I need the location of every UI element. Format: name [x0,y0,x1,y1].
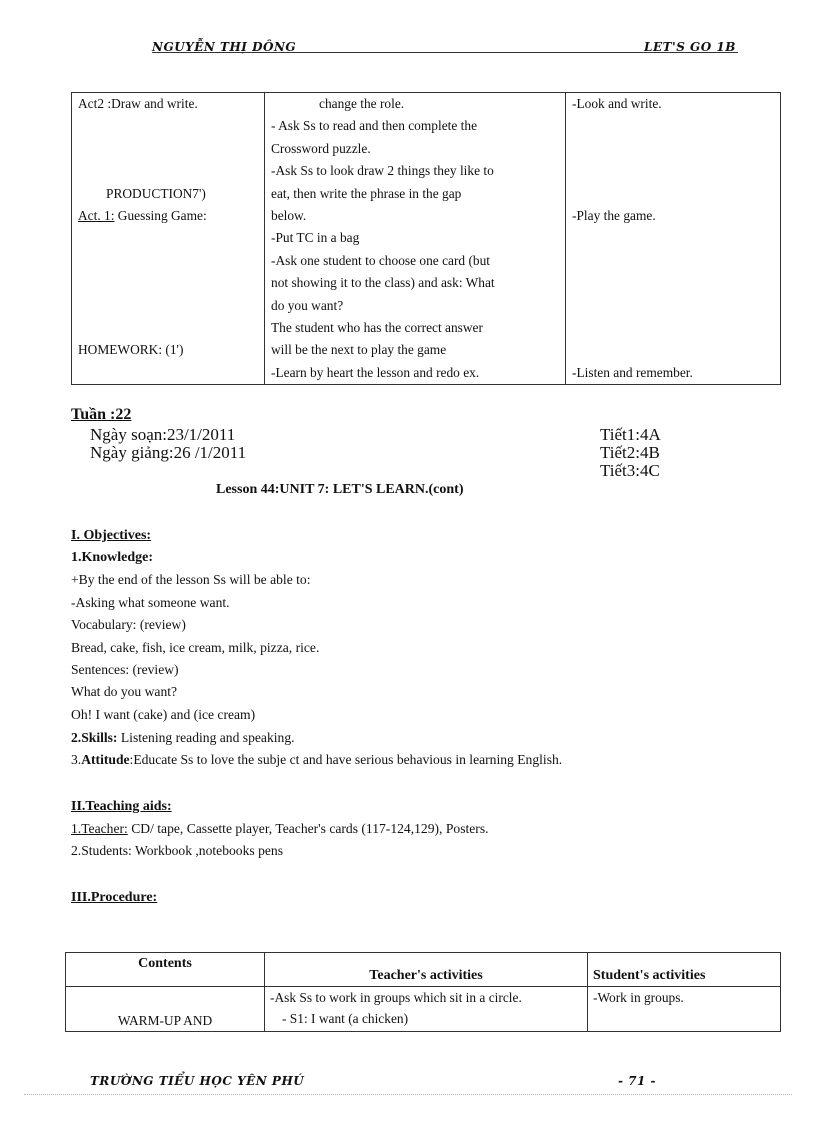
table-header-row [66,953,781,987]
lesson-title: Lesson 44:UNIT 7: LET'S LEARN.(cont) [216,482,464,497]
stage-label: PRODUCTION7') [106,185,206,201]
aids-heading: II.Teaching aids: [71,799,172,814]
period-label: Tiết1:4A [600,425,661,444]
objective-line: -Asking what someone want. [71,595,230,610]
footer-school: TRƯỜNG TIỂU HỌC YÊN PHÚ [90,1074,305,1088]
footer-rule [24,1094,792,1095]
attitude-line: 3.Attitude:Educate Ss to love the subje ct and have serious behavious in learning English. [71,752,563,767]
teacher-activity-line: below. [271,208,307,224]
student-activity-line: -Play the game. [572,208,656,224]
teach-date: Ngày giảng:26 /1/2011 [90,443,247,462]
column-header: Student's activities [588,953,781,987]
objectives-heading: I. Objectives: [71,528,152,543]
page-number: - 71 - [618,1074,657,1088]
objective-line: Sentences: (review) [71,662,179,677]
stage-label: HOMEWORK: (1') [78,342,184,358]
teacher-activity-line: -Ask one student to choose one card (but [271,252,491,268]
header-book-title: LET'S GO 1B [644,40,736,54]
skills-line: 2.Skills: Listening reading and speaking. [71,730,295,745]
teacher-activity-line: -Put TC in a bag [271,230,360,246]
objective-line: Bread, cake, fish, ice cream, milk, pizza, rice. [71,640,320,655]
activity-label: Act2 :Draw and write. [78,96,198,111]
teacher-activity-line: do you want? [271,297,344,313]
period-label: Tiết2:4B [600,443,660,462]
teacher-activity-line: eat, then write the phrase in the gap [271,185,462,201]
procedure-table [65,952,781,1032]
stage-label: WARM-UP AND [66,987,265,1032]
knowledge-heading: 1.Knowledge: [71,550,154,565]
procedure-heading: III.Procedure: [71,890,158,905]
objective-line: What do you want? [71,684,178,699]
header-rule [152,52,738,53]
activity-label: Act. 1: [78,208,115,224]
teacher-activity-line: -Ask Ss to work in groups which sit in a circle. [270,990,522,1005]
teacher-activity-line: change the role. [319,96,405,111]
student-activity-line: -Work in groups. [588,987,781,1032]
teacher-activity-line: -Ask Ss to look draw 2 things they like to [271,163,494,179]
column-header: Contents [66,953,265,987]
period-label: Tiết3:4C [600,461,660,480]
student-activity-line: -Look and write. [572,96,662,111]
teacher-activity-line: -Learn by heart the lesson and redo ex. [271,364,480,380]
student-aids-line: 2.Students: Workbook ,notebooks pens [71,843,283,858]
teacher-activity-line: not showing it to the class) and ask: What [271,275,495,291]
prep-date: Ngày soạn:23/1/2011 [90,425,236,444]
objective-line: Oh! I want (cake) and (ice cream) [71,707,256,722]
teacher-aids-line: 1.Teacher: CD/ tape, Cassette player, Teacher's cards (117-124,129), Posters. [71,821,489,836]
table-row: Act2 :Draw and write. PRODUCTION7') Act. 1: Guessing Game: HOMEWORK: (1') change the role. - Ask Ss to read and then complete the Crossword puzzle. -Ask Ss to look draw 2 things they like to eat, then write the phrase in the gap below. -Put TC in a bag -Ask one student to choose one card (but not showing it to the class) and ask: What do you want? The student who has the correct answer will be the next to play the game -Learn by heart the lesson and redo ex. -Look and write. -Play the game. -Listen and remember. [72,93,781,385]
teacher-activity-line: - S1: I want (a chicken) [282,1011,409,1026]
teacher-activity-line: Crossword puzzle. [271,140,371,156]
column-header: Teacher's activities [265,953,588,987]
teacher-activity-line: will be the next to play the game [271,342,447,358]
table-row [66,987,781,1032]
objective-line: Vocabulary: (review) [71,617,186,632]
week-label: Tuần :22 [71,406,132,423]
student-activity-line: -Listen and remember. [572,364,693,380]
teacher-activity-line: The student who has the correct answer [271,320,483,336]
objective-line: +By the end of the lesson Ss will be able to: [71,572,311,587]
procedure-table-continued [71,92,781,385]
header-author: NGUYỄN THỊ DÔNG [152,40,297,54]
teacher-activity-line: - Ask Ss to read and then complete the [271,118,478,134]
